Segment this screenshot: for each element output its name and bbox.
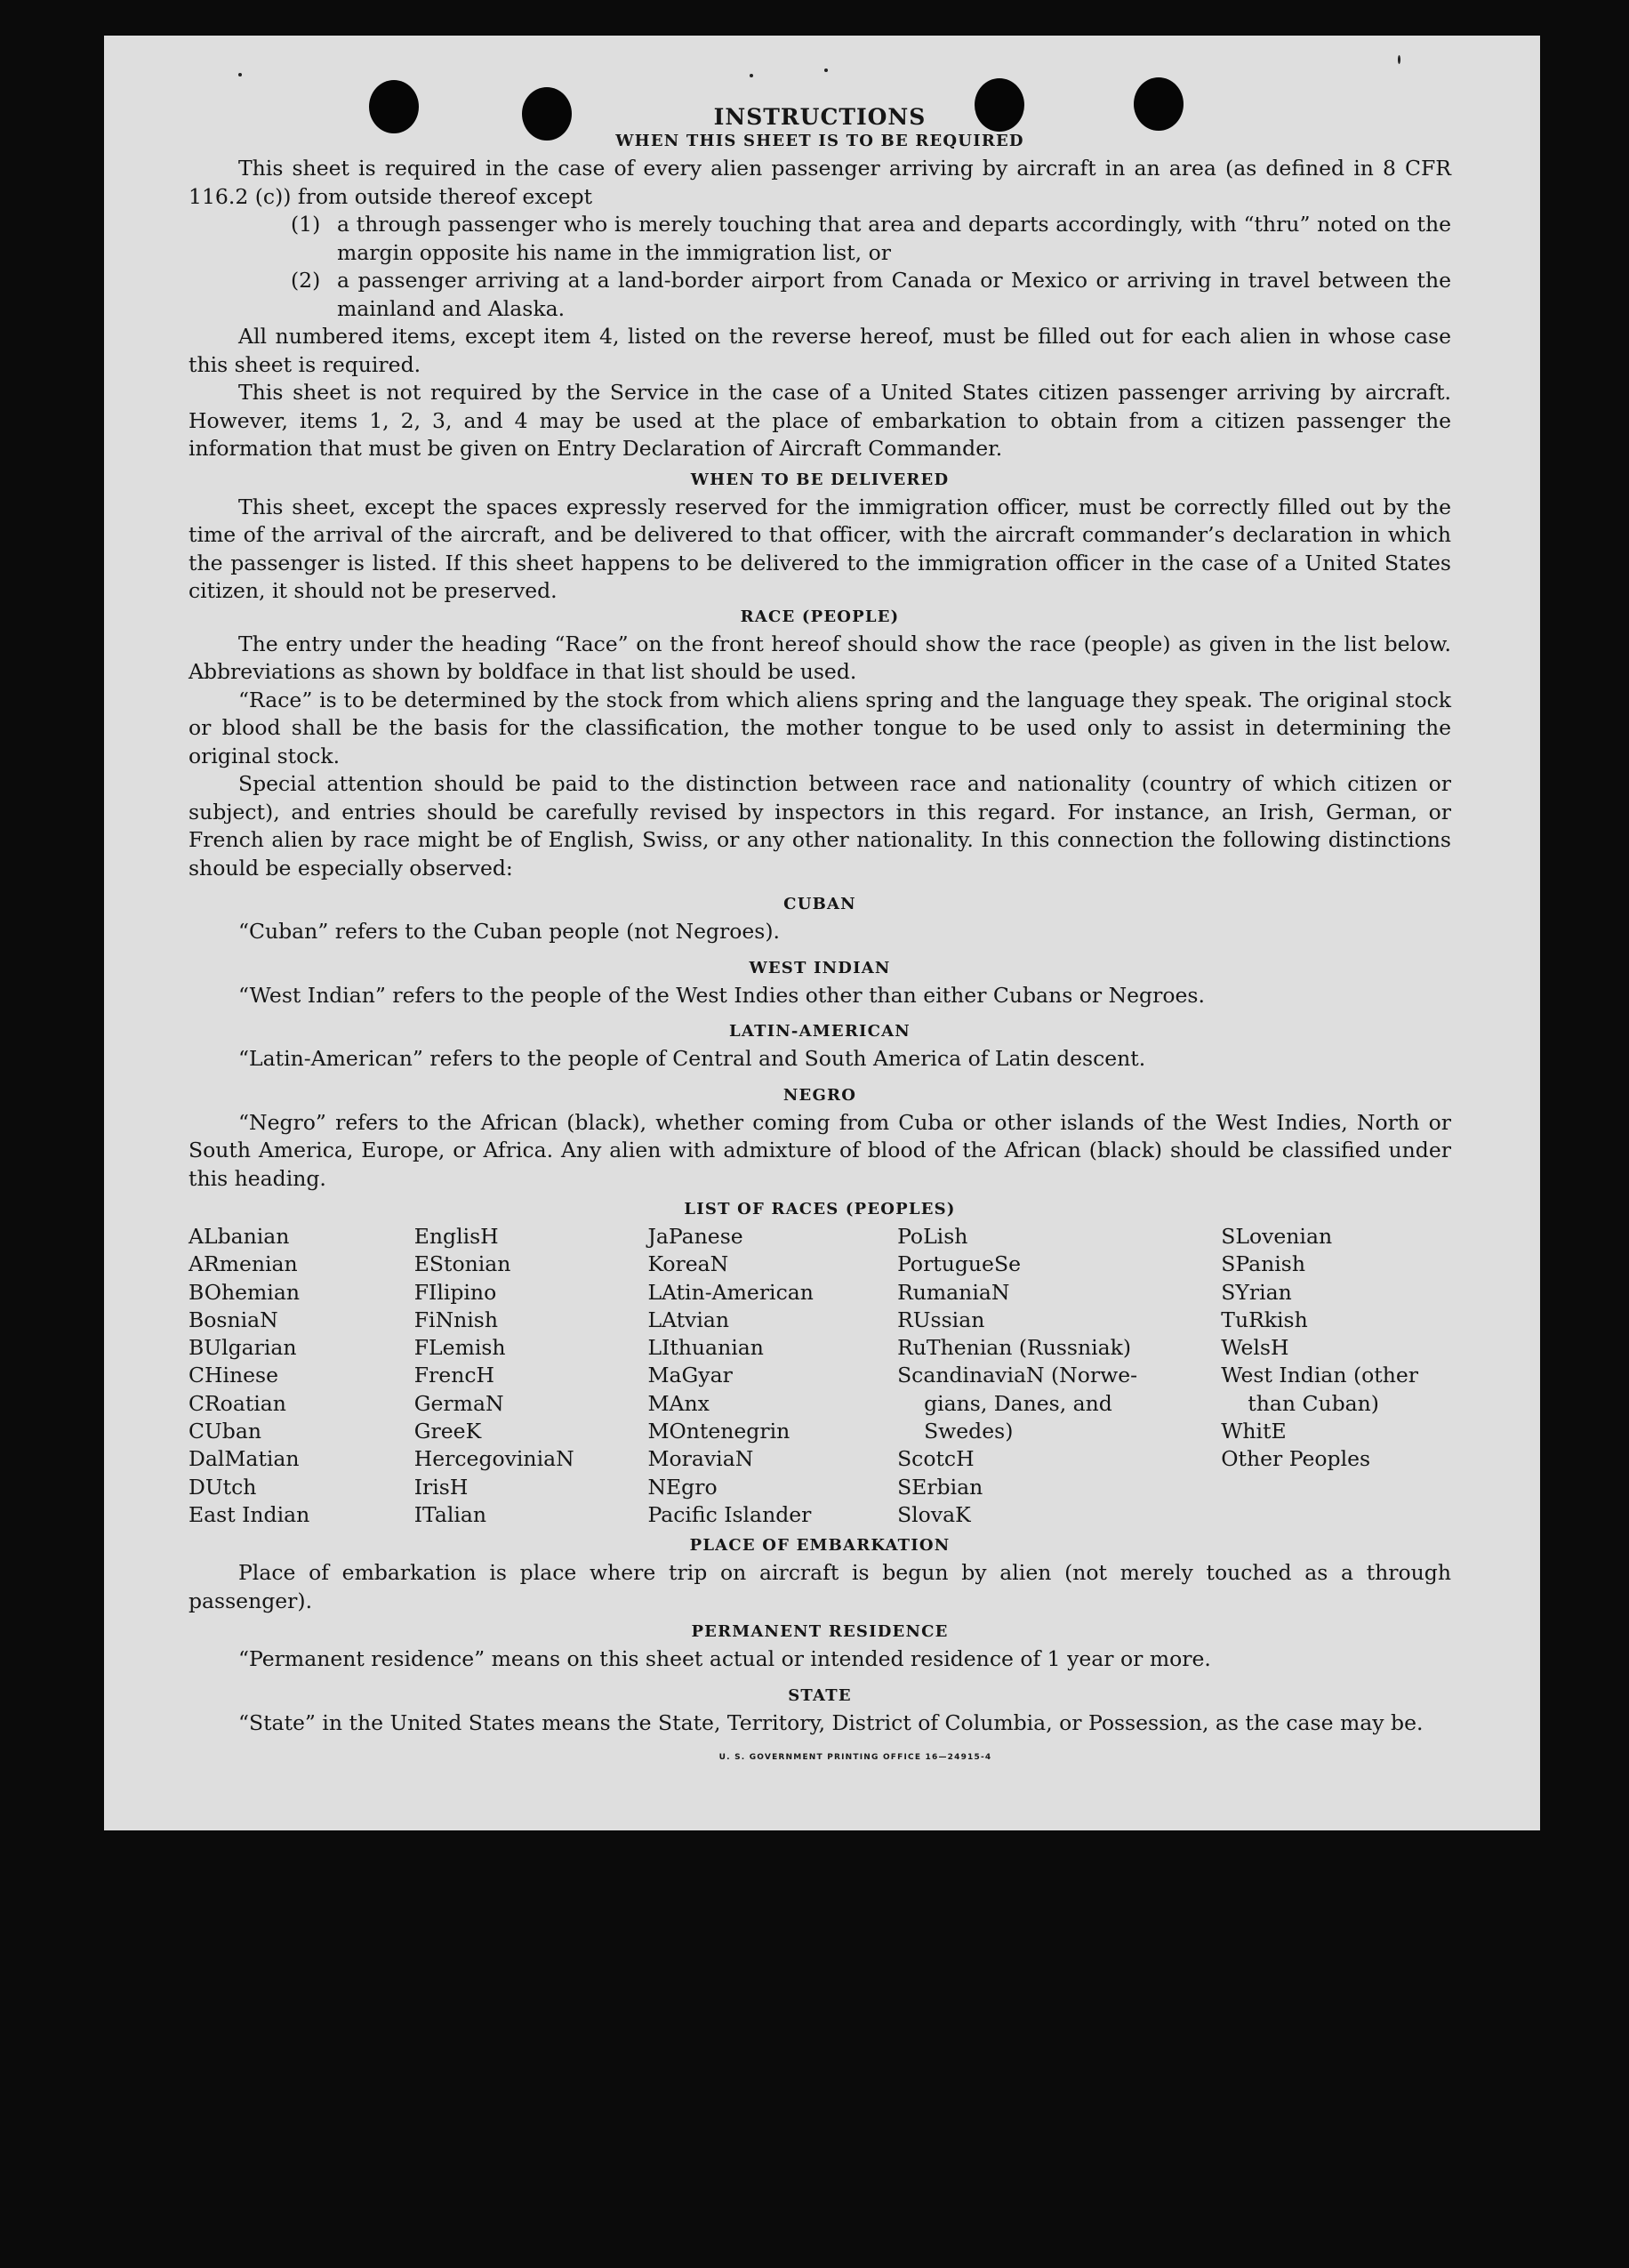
races-column-5 (1221, 1223, 1451, 1529)
race-entry: PortugueSe (897, 1251, 1021, 1277)
race-entry: ScandinaviaN (Norwe- (897, 1363, 1138, 1388)
race-entry: CRoatian (189, 1390, 286, 1416)
race-entry: ScotcH (897, 1446, 975, 1472)
race-entry: RuThenian (Russniak) (897, 1335, 1132, 1361)
speck (238, 73, 242, 76)
race-entry: DalMatian (189, 1446, 300, 1472)
residence-text: “Permanent residence” means on this sheet actual or intended residence of 1 year or more. (238, 1646, 1211, 1672)
section-heading-west-indian: WEST INDIAN (749, 958, 891, 977)
races-column-3 (647, 1223, 897, 1529)
exception-item (189, 211, 1451, 267)
west-indian-text: “West Indian” refers to the people of the West Indies other than either Cubans or Negroes. (238, 982, 1205, 1008)
latin-american-text: “Latin-American” refers to the people of Central and South America of Latin descent. (238, 1046, 1146, 1071)
section-heading-residence: PERMANENT RESIDENCE (691, 1622, 949, 1642)
race-entry: LAtvian (647, 1307, 729, 1332)
race-entry: SErbian (897, 1474, 983, 1500)
race-entry: ARmenian (189, 1251, 298, 1277)
exception-number: (2) (291, 268, 321, 293)
list-of-races-heading: LIST OF RACES (PEOPLES) (684, 1200, 956, 1218)
race-entry-continued: gians, Danes, and (924, 1390, 1112, 1416)
race-entry: RUssian (897, 1307, 985, 1332)
races-column-2 (414, 1223, 648, 1529)
section-heading-when-delivered: WHEN TO BE DELIVERED (690, 470, 950, 489)
race-entry: WelsH (1221, 1335, 1289, 1361)
cuban-text: “Cuban” refers to the Cuban people (not Negroes). (238, 919, 781, 944)
race-entry: GreeK (413, 1419, 482, 1444)
race-entry: DUtch (189, 1474, 257, 1500)
section-heading-race: RACE (PEOPLE) (740, 607, 900, 626)
race-entry: GermaN (413, 1390, 504, 1416)
race-entry: LAtin-American (647, 1279, 814, 1305)
race-entry: NEgro (647, 1474, 718, 1500)
section-heading-latin-american: LATIN-AMERICAN (729, 1022, 911, 1041)
state-text: “State” in the United States means the State, Territory, District of Columbia, or Possession, as the case may be. (238, 1709, 1424, 1735)
section-heading-embarkation: PLACE OF EMBARKATION (689, 1536, 951, 1556)
printing-office-footer: U. S. GOVERNMENT PRINTING OFFICE 16—24915-4 (718, 1753, 992, 1763)
when-required-intro: This sheet is required in the case of every alien passenger arriving by aircraft in an area (as defined in 8 CFR 116.2 (c)) from outside thereof except (189, 156, 1451, 209)
section-heading-when-required: WHEN THIS SHEET IS TO BE REQUIRED (615, 132, 1024, 150)
races-column-1 (189, 1223, 414, 1529)
when-required-para2: All numbered items, except item 4, listed on the reverse hereof, must be filled out for each alien in whose case this sheet is required. (189, 324, 1451, 377)
race-entry: JaPanese (647, 1224, 743, 1249)
race-entry: FIlipino (413, 1279, 497, 1305)
speck (824, 68, 828, 72)
race-entry: BosniaN (189, 1307, 278, 1332)
race-entry: MOntenegrin (647, 1419, 790, 1444)
race-entry: ITalian (413, 1501, 487, 1527)
race-para3: Special attention should be paid to the distinction between race and nationality (country of which citizen or subject), and entries should be carefully revised by inspectors in this regard. For instance, an Irish, German, or French alien by race might be of English, Swiss, or any other nationality. In this connection the following distinctions should be especially observed: (189, 771, 1451, 881)
race-entry: SLovenian (1221, 1224, 1333, 1249)
races-column-4 (897, 1223, 1221, 1529)
speck (750, 74, 753, 77)
race-para2: “Race” is to be determined by the stock from which aliens spring and the language they speak. The original stock or blood shall be the basis for the classification, the mother tongue to be used only to assist in determining the original stock. (189, 687, 1451, 768)
race-entry: MaGyar (647, 1363, 733, 1388)
race-entry: East Indian (189, 1501, 310, 1527)
section-heading-state: STATE (788, 1685, 852, 1705)
race-entry: PoLish (897, 1224, 968, 1249)
race-entry: CUban (189, 1419, 261, 1444)
race-entry: RumaniaN (897, 1279, 1010, 1305)
speck (1398, 55, 1400, 64)
race-entry: IrisH (413, 1474, 469, 1500)
race-entry: ALbanian (189, 1224, 290, 1249)
race-entry: FrencH (413, 1363, 494, 1388)
race-entry: TuRkish (1221, 1307, 1308, 1332)
race-entry: CHinese (189, 1363, 278, 1388)
section-heading-cuban: CUBAN (783, 895, 856, 913)
exception-text: a through passenger who is merely touching that area and departs accordingly, with “thru” noted on the margin opposite his name in the immigration list, or (337, 212, 1451, 265)
instructions-content (189, 100, 1451, 1773)
race-entry: MAnx (647, 1390, 710, 1416)
when-delivered-text: This sheet, except the spaces expressly reserved for the immigration officer, must be correctly filled out by the time of the arrival of the aircraft, and be delivered to that officer, with the aircraft commander’s declaration in which the passenger is listed. If this sheet happens to be delivered to the immigration officer in the case of a United States citizen, it should not be preserved. (189, 494, 1451, 603)
exception-number: (1) (291, 212, 321, 237)
race-entry: EnglisH (413, 1224, 499, 1249)
race-entry: West Indian (other (1221, 1363, 1419, 1388)
races-list (189, 1223, 1451, 1529)
race-entry: SlovaK (897, 1501, 971, 1527)
embarkation-text: Place of embarkation is place where trip on aircraft is begun by alien (not merely touched as a through passenger). (189, 1560, 1451, 1613)
race-entry: SPanish (1221, 1251, 1305, 1277)
race-entry: BUlgarian (189, 1335, 297, 1361)
race-para1: The entry under the heading “Race” on the front hereof should show the race (people) as given in the list below. Abbreviations as shown by boldface in that list should be used. (189, 631, 1451, 684)
race-entry: HercegoviniaN (413, 1446, 574, 1472)
negro-text: “Negro” refers to the African (black), whether coming from Cuba or other islands of the West Indies, North or South America, Europe, or Africa. Any alien with admixture of blood of the African (black) should be classified under this heading. (189, 1109, 1451, 1191)
section-heading-negro: NEGRO (782, 1085, 857, 1105)
race-entry: BOhemian (189, 1279, 300, 1305)
race-entry-continued: than Cuban) (1248, 1390, 1379, 1416)
race-entry-continued: Swedes) (924, 1419, 1014, 1444)
race-entry: LIthuanian (647, 1335, 764, 1361)
race-entry: SYrian (1221, 1279, 1292, 1305)
race-entry: FiNnish (413, 1307, 498, 1332)
race-entry: Other Peoples (1221, 1446, 1371, 1472)
race-entry: Pacific Islander (647, 1501, 812, 1527)
exception-item (189, 267, 1451, 323)
document-page (104, 36, 1540, 1830)
race-entry: KoreaN (647, 1251, 729, 1277)
exception-text: a passenger arriving at a land-border airport from Canada or Mexico or arriving in travel between the mainland and Alaska. (337, 268, 1451, 321)
race-entry: WhitE (1221, 1419, 1287, 1444)
when-required-para3: This sheet is not required by the Service in the case of a United States citizen passenger arriving by aircraft. However, items 1, 2, 3, and 4 may be used at the place of embarkation to obtain from a citizen passenger the information that must be given on Entry Declaration of Aircraft Commander. (189, 380, 1451, 461)
race-entry: EStonian (413, 1251, 511, 1277)
page-title: INSTRUCTIONS (713, 104, 927, 130)
race-entry: MoraviaN (647, 1446, 754, 1472)
race-entry: FLemish (413, 1335, 506, 1361)
